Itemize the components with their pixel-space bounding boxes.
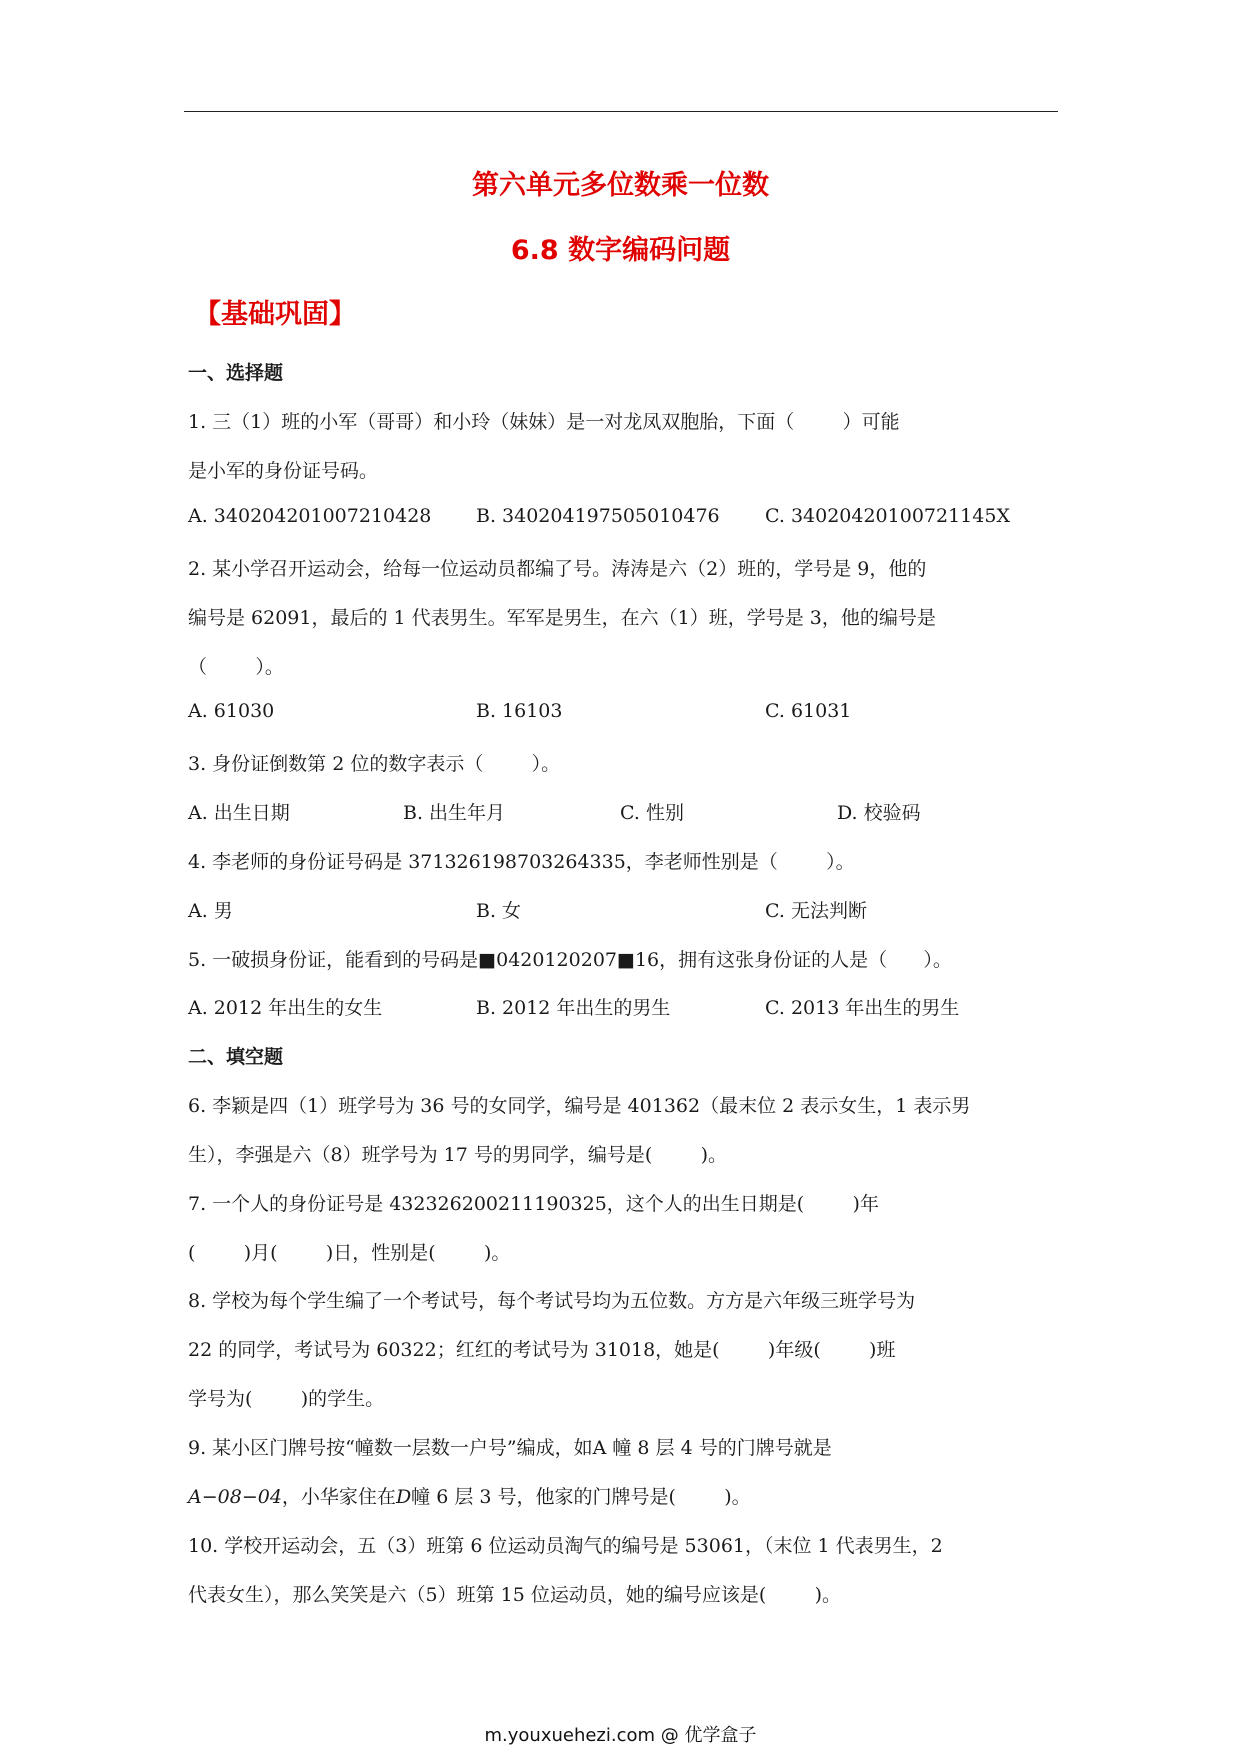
question-1-option-a: A. 340204201007210428 — [188, 505, 432, 527]
question-3-line-1: 3. 身份证倒数第 2 位的数字表示（ ）。 — [188, 753, 561, 775]
question-3-option-d: D. 校验码 — [837, 802, 921, 824]
question-8-line-1: 8. 学校为每个学生编了一个考试号，每个考试号均为五位数。方方是六年级三班学号为 — [188, 1290, 916, 1312]
question-8-line-2: 22 的同学，考试号为 60322；红红的考试号为 31018，她是( )年级( )班 — [188, 1339, 896, 1361]
question-9-line-1: 9. 某小区门牌号按“幢数一层数一户号”编成，如A 幢 8 层 4 号的门牌号就是 — [188, 1437, 832, 1459]
question-9-code: A−08−04 — [188, 1486, 282, 1508]
question-4-option-c: C. 无法判断 — [765, 900, 867, 922]
question-2-option-a: A. 61030 — [188, 700, 275, 722]
question-1-option-b: B. 340204197505010476 — [476, 505, 720, 527]
question-9-text-b: 幢 6 层 3 号，他家的门牌号是( )。 — [411, 1486, 751, 1508]
unit-title: 第六单元多位数乘一位数 — [472, 170, 769, 201]
footer-watermark: m.youxuehezi.com @ 优学盒子 — [484, 1725, 757, 1746]
question-2-option-b: B. 16103 — [476, 700, 563, 722]
question-6-line-1: 6. 李颖是四（1）班学号为 36 号的女同学，编号是 401362（最末位 2 表示女生，1 表示男 — [188, 1095, 971, 1117]
question-1-option-c: C. 34020420100721145X — [765, 505, 1010, 527]
question-10-line-1: 10. 学校开运动会，五（3）班第 6 位运动员淘气的编号是 53061，（末位 1 代表男生，2 — [188, 1535, 943, 1557]
question-5-option-c: C. 2013 年出生的男生 — [765, 997, 960, 1019]
question-2-line-1: 2. 某小学召开运动会，给每一位运动员都编了号。涛涛是六（2）班的，学号是 9，他的 — [188, 558, 927, 580]
section-badge: 【基础巩固】 — [194, 299, 356, 330]
question-7-line-2: ( )月( )日，性别是( )。 — [188, 1242, 511, 1264]
question-2-line-2: 编号是 62091，最后的 1 代表男生。军军是男生，在六（1）班，学号是 3，他的编号是 — [188, 607, 936, 629]
question-3-option-a: A. 出生日期 — [188, 802, 290, 824]
question-2-option-c: C. 61031 — [765, 700, 852, 722]
question-5-option-a: A. 2012 年出生的女生 — [188, 997, 383, 1019]
question-4-option-b: B. 女 — [476, 900, 522, 922]
question-3-option-b: B. 出生年月 — [403, 802, 506, 824]
header-rule — [184, 111, 1058, 112]
question-5-option-b: B. 2012 年出生的男生 — [476, 997, 671, 1019]
question-9-building-letter: D — [395, 1486, 412, 1508]
question-3-option-c: C. 性别 — [620, 802, 684, 824]
question-8-line-3: 学号为( )的学生。 — [188, 1388, 385, 1410]
question-4-line-1: 4. 李老师的身份证号码是 371326198703264335，李老师性别是（ ）。 — [188, 851, 855, 873]
choice-section-title: 一、选择题 — [188, 362, 284, 384]
question-6-line-2: 生），李强是六（8）班学号为 17 号的男同学，编号是( )。 — [188, 1144, 727, 1166]
question-7-line-1: 7. 一个人的身份证号是 432326200211190325，这个人的出生日期是( )年 — [188, 1193, 879, 1215]
question-2-line-3: （ ）。 — [188, 656, 284, 678]
question-9-line-2 — [188, 1482, 751, 1509]
question-1-line-2: 是小军的身份证号码。 — [188, 460, 379, 482]
question-5-line-1: 5. 一破损身份证，能看到的号码是■0420120207■16，拥有这张身份证的人是（ ）。 — [188, 949, 952, 971]
question-10-line-2: 代表女生），那么笑笑是六（5）班第 15 位运动员，她的编号应该是( )。 — [188, 1584, 841, 1606]
lesson-title: 6.8 数字编码问题 — [510, 235, 731, 266]
question-1-line-1: 1. 三（1）班的小军（哥哥）和小玲（妹妹）是一对龙凤双胞胎，下面（ ）可能 — [188, 411, 900, 433]
fill-section-title: 二、填空题 — [188, 1046, 284, 1068]
question-4-option-a: A. 男 — [188, 900, 233, 922]
question-9-text-a: ，小华家住在 — [281, 1486, 396, 1508]
